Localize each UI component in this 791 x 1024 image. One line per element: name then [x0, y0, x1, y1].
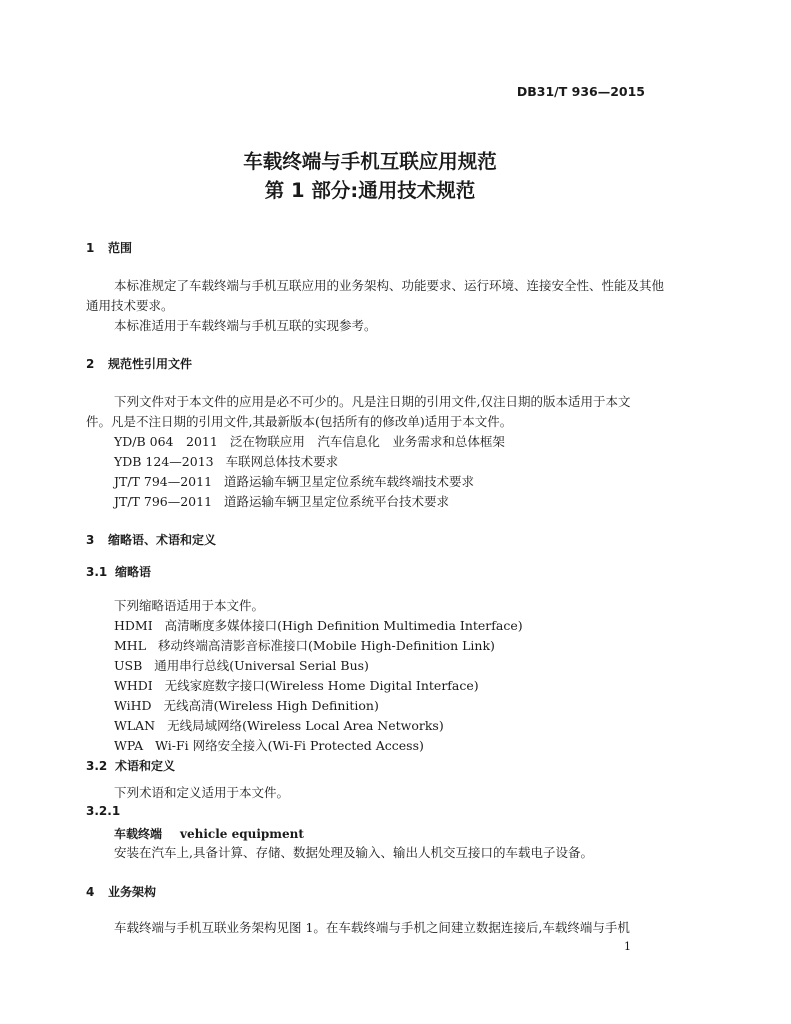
abbr-desc: 高清晰度多媒体接口(High Definition Multimedia Interface): [164, 618, 523, 633]
abbr-term: WLAN: [114, 718, 156, 733]
reference-code: YD/B 064 2011: [114, 434, 218, 449]
reference-item: [114, 432, 505, 450]
subsection-number: 3.2: [86, 759, 108, 773]
section-number: 3: [86, 533, 95, 547]
abbr-term: WPA: [114, 738, 144, 753]
section-number: 1: [86, 241, 95, 255]
term-english: vehicle equipment: [180, 827, 304, 841]
abbr-term: WHDI: [114, 678, 153, 693]
abbr-item: [114, 656, 369, 674]
subsection-number: 3.1: [86, 565, 108, 579]
reference-title: 泛在物联应用 汽车信息化 业务需求和总体框架: [229, 434, 505, 449]
standard-code: DB31/T 936—2015: [516, 84, 645, 99]
reference-item: [114, 492, 449, 510]
reference-title: 车联网总体技术要求: [225, 454, 339, 469]
sec1-para1-line2: 通用技术要求。: [86, 298, 174, 313]
section-4-heading: [86, 883, 156, 900]
term-chinese: 车载终端: [114, 827, 163, 841]
term-entry: [114, 825, 304, 842]
reference-code: JT/T 794—2011: [114, 474, 213, 489]
sec2-para1-line2: 件。凡是不注日期的引用文件,其最新版本(包括所有的修改单)适用于本文件。: [86, 414, 513, 429]
reference-code: JT/T 796—2011: [114, 494, 213, 509]
abbr-desc: 无线高清(Wireless High Definition): [163, 698, 379, 713]
abbr-item: [114, 676, 479, 694]
page-number: 1: [624, 940, 631, 953]
section-number: 2: [86, 357, 95, 371]
abbr-item: [114, 736, 424, 754]
section-1-heading: [86, 239, 132, 256]
sec4-para1-line1: 车载终端与手机互联业务架构见图 1。在车载终端与手机之间建立数据连接后,车载终端与手机: [114, 920, 630, 935]
abbr-item: [114, 616, 523, 634]
reference-title: 道路运输车辆卫星定位系统平台技术要求: [224, 494, 450, 509]
section-number: 4: [86, 885, 95, 899]
abbr-desc: Wi-Fi 网络安全接入(Wi-Fi Protected Access): [155, 738, 424, 753]
section-title: 缩略语、术语和定义: [108, 533, 217, 547]
sec2-para1-line1: 下列文件对于本文件的应用是必不可少的。凡是注日期的引用文件,仅注日期的版本适用于本文: [114, 394, 631, 409]
abbr-term: WiHD: [114, 698, 152, 713]
abbr-desc: 移动终端高清影音标准接口(Mobile High-Definition Link): [158, 638, 495, 653]
subsection-3-2-heading: [86, 757, 175, 774]
section-title: 范围: [108, 241, 133, 255]
abbr-term: HDMI: [114, 618, 153, 633]
reference-item: [114, 452, 338, 470]
section-2-heading: [86, 355, 192, 372]
reference-item: [114, 472, 474, 490]
abbr-desc: 无线局域网络(Wireless Local Area Networks): [167, 718, 444, 733]
clause-3-2-1-number: 3.2.1: [86, 804, 121, 818]
document-title: 车载终端与手机互联应用规范: [243, 150, 497, 173]
abbr-term: MHL: [114, 638, 147, 653]
reference-code: YDB 124—2013: [114, 454, 214, 469]
reference-title: 道路运输车辆卫星定位系统车载终端技术要求: [224, 474, 475, 489]
section-title: 规范性引用文件: [108, 357, 193, 371]
sec1-para1-line1: 本标准规定了车载终端与手机互联应用的业务架构、功能要求、运行环境、连接安全性、性能及其他: [114, 278, 665, 293]
abbr-item: [114, 696, 379, 714]
abbr-term: USB: [114, 658, 143, 673]
abbr-item: [114, 636, 495, 654]
abbr-desc: 通用串行总线(Universal Serial Bus): [154, 658, 369, 673]
term-definition: 安装在汽车上,具备计算、存储、数据处理及输入、输出人机交互接口的车载电子设备。: [114, 845, 593, 860]
section-3-heading: [86, 531, 216, 548]
subsection-title: 缩略语: [115, 565, 152, 579]
subsection-3-1-heading: [86, 563, 151, 580]
section-title: 业务架构: [108, 885, 157, 899]
sec1-para2: 本标准适用于车载终端与手机互联的实现参考。: [114, 318, 377, 333]
document-subtitle: 第 1 部分:通用技术规范: [264, 179, 476, 202]
abbr-desc: 无线家庭数字接口(Wireless Home Digital Interface): [164, 678, 479, 693]
abbr-item: [114, 716, 444, 734]
terms-intro: 下列术语和定义适用于本文件。: [114, 785, 290, 800]
subsection-title: 术语和定义: [115, 759, 176, 773]
abbr-intro: 下列缩略语适用于本文件。: [114, 598, 265, 613]
